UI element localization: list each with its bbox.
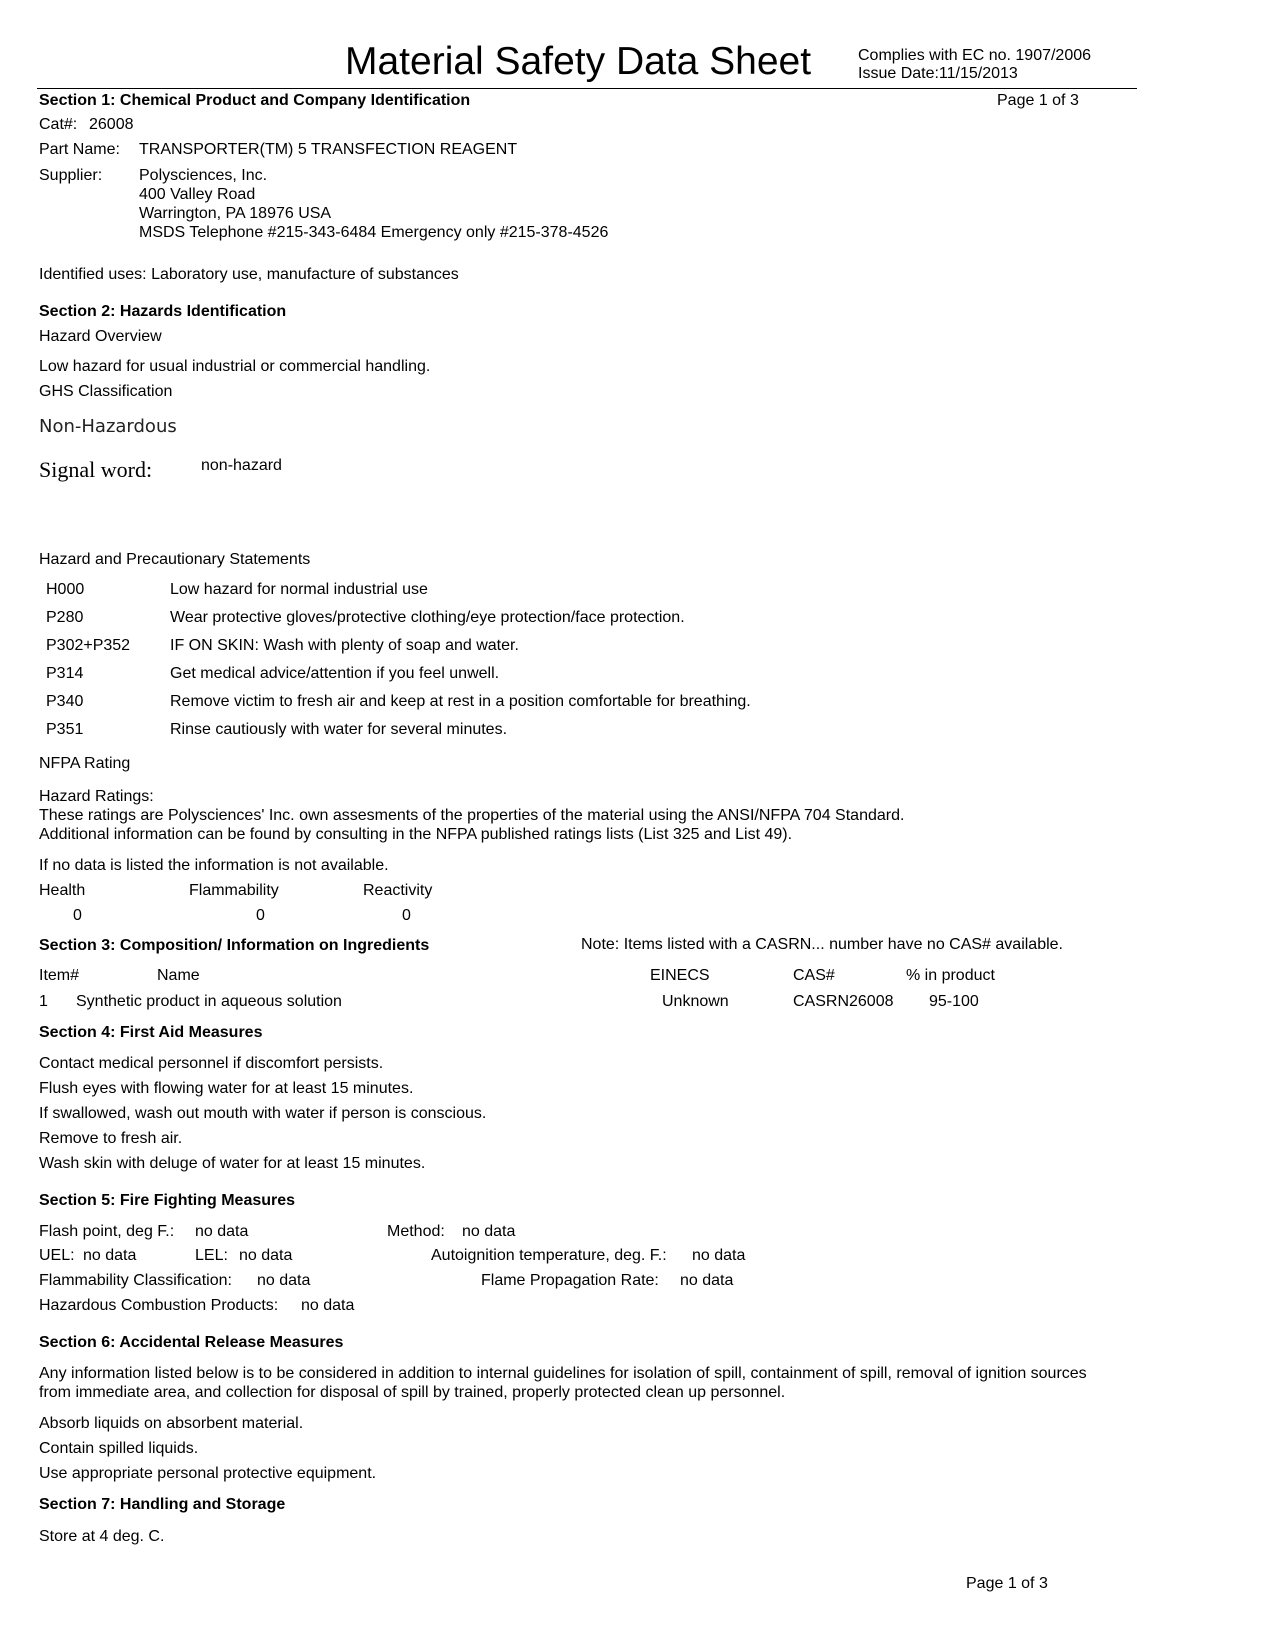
ghs-classification-label: GHS Classification — [39, 383, 173, 400]
statement-code: P302+P352 — [46, 637, 131, 654]
statement-code: H000 — [46, 581, 85, 598]
hazard-overview-label: Hazard Overview — [39, 328, 162, 345]
nfpa-value-health: 0 — [73, 907, 82, 924]
row-einecs: Unknown — [662, 993, 729, 1010]
first-aid-line: Remove to fresh air. — [39, 1130, 183, 1147]
no-data-note: If no data is listed the information is not available. — [39, 857, 389, 874]
page-number-top: Page 1 of 3 — [997, 92, 1079, 109]
compliance-note: Complies with EC no. 1907/2006 — [858, 47, 1092, 64]
nfpa-value-reactivity: 0 — [402, 907, 411, 924]
cat-value: 26008 — [89, 116, 134, 133]
section-5-heading: Section 5: Fire Fighting Measures — [39, 1192, 296, 1209]
section-4-heading: Section 4: First Aid Measures — [39, 1024, 263, 1041]
col-einecs: EINECS — [650, 967, 710, 984]
nfpa-header-flammability: Flammability — [189, 882, 279, 899]
flame-propagation-value: no data — [680, 1272, 734, 1289]
flash-point-value: no data — [195, 1223, 249, 1240]
row-cas: CASRN26008 — [793, 993, 894, 1010]
statement-code: P314 — [46, 665, 84, 682]
statement-code: P280 — [46, 609, 84, 626]
first-aid-line: If swallowed, wash out mouth with water if person is conscious. — [39, 1105, 487, 1122]
flash-point-label: Flash point, deg F.: — [39, 1223, 175, 1240]
flammability-class-value: no data — [257, 1272, 311, 1289]
hazard-ratings-text: These ratings are Polysciences' Inc. own assesments of the properties of the material using the ANSI/NFPA 704 Standard. — [39, 807, 905, 824]
cas-note: Note: Items listed with a CASRN... number have no CAS# available. — [581, 936, 1063, 953]
statement-text: Wear protective gloves/protective clothing/eye protection/face protection. — [170, 609, 685, 626]
combustion-products-label: Hazardous Combustion Products: — [39, 1297, 279, 1314]
part-name-value: TRANSPORTER(TM) 5 TRANSFECTION REAGENT — [139, 141, 518, 158]
statement-text: Get medical advice/attention if you feel unwell. — [170, 665, 500, 682]
signal-word-label: Signal word: — [39, 457, 153, 482]
release-paragraph: from immediate area, and collection for disposal of spill by trained, properly protected clean up personnel. — [39, 1384, 786, 1401]
release-line: Contain spilled liquids. — [39, 1440, 199, 1457]
release-line: Absorb liquids on absorbent material. — [39, 1415, 304, 1432]
identified-uses: Identified uses: Laboratory use, manufacture of substances — [39, 266, 459, 283]
statement-code: P340 — [46, 693, 84, 710]
nfpa-header-health: Health — [39, 882, 86, 899]
statement-code: P351 — [46, 721, 84, 738]
col-cas: CAS# — [793, 967, 835, 984]
header-rule — [37, 88, 1137, 89]
signal-word-value: non-hazard — [201, 457, 282, 474]
issue-date: Issue Date:11/15/2013 — [858, 65, 1018, 82]
combustion-products-value: no data — [301, 1297, 355, 1314]
release-paragraph: Any information listed below is to be considered in addition to internal guidelines for isolation of spill, containment of spill, removal of ignition sources — [39, 1365, 1087, 1382]
row-item: 1 — [39, 993, 48, 1010]
supplier-line: Polysciences, Inc. — [139, 167, 268, 184]
supplier-line: 400 Valley Road — [139, 186, 256, 203]
method-value: no data — [462, 1223, 516, 1240]
col-item: Item# — [39, 967, 80, 984]
autoignition-value: no data — [692, 1247, 746, 1264]
section-1-heading: Section 1: Chemical Product and Company Identification — [39, 92, 471, 109]
nfpa-header-reactivity: Reactivity — [363, 882, 433, 899]
first-aid-line: Wash skin with deluge of water for at least 15 minutes. — [39, 1155, 426, 1172]
uel-value: no data — [83, 1247, 137, 1264]
row-name: Synthetic product in aqueous solution — [76, 993, 342, 1010]
flammability-class-label: Flammability Classification: — [39, 1272, 232, 1289]
nfpa-value-flammability: 0 — [256, 907, 265, 924]
statements-label: Hazard and Precautionary Statements — [39, 551, 311, 568]
lel-label: LEL: — [195, 1247, 228, 1264]
hazard-ratings-label: Hazard Ratings: — [39, 788, 154, 805]
first-aid-line: Contact medical personnel if discomfort persists. — [39, 1055, 384, 1072]
first-aid-line: Flush eyes with flowing water for at least 15 minutes. — [39, 1080, 414, 1097]
section-3-heading: Section 3: Composition/ Information on Ingredients — [39, 937, 430, 954]
document-title: Material Safety Data Sheet — [345, 40, 812, 83]
section-2-heading: Section 2: Hazards Identification — [39, 303, 287, 320]
statement-text: Low hazard for normal industrial use — [170, 581, 428, 598]
section-6-heading: Section 6: Accidental Release Measures — [39, 1334, 344, 1351]
release-line: Use appropriate personal protective equipment. — [39, 1465, 377, 1482]
part-name-label: Part Name: — [39, 141, 120, 158]
autoignition-label: Autoignition temperature, deg. F.: — [431, 1247, 667, 1264]
hazard-ratings-text: Additional information can be found by consulting in the NFPA published ratings lists (List 325 and List 49). — [39, 826, 793, 843]
page-number-bottom: Page 1 of 3 — [966, 1575, 1048, 1592]
flame-propagation-label: Flame Propagation Rate: — [481, 1272, 659, 1289]
col-name: Name — [157, 967, 200, 984]
statement-text: Remove victim to fresh air and keep at rest in a position comfortable for breathing. — [170, 693, 751, 710]
storage-line: Store at 4 deg. C. — [39, 1528, 165, 1545]
statement-text: Rinse cautiously with water for several minutes. — [170, 721, 508, 738]
uel-label: UEL: — [39, 1247, 75, 1264]
supplier-label: Supplier: — [39, 167, 103, 184]
supplier-line: MSDS Telephone #215-343-6484 Emergency only #215-378-4526 — [139, 224, 609, 241]
supplier-line: Warrington, PA 18976 USA — [139, 205, 332, 222]
cat-label: Cat#: — [39, 116, 78, 133]
hazard-overview-text: Low hazard for usual industrial or commercial handling. — [39, 358, 431, 375]
statement-text: IF ON SKIN: Wash with plenty of soap and water. — [170, 637, 519, 654]
ghs-classification-value: Non-Hazardous — [39, 416, 177, 437]
row-pct: 95-100 — [929, 993, 979, 1010]
col-pct: % in product — [906, 967, 995, 984]
lel-value: no data — [239, 1247, 293, 1264]
nfpa-rating-label: NFPA Rating — [39, 755, 131, 772]
method-label: Method: — [387, 1223, 445, 1240]
section-7-heading: Section 7: Handling and Storage — [39, 1496, 286, 1513]
